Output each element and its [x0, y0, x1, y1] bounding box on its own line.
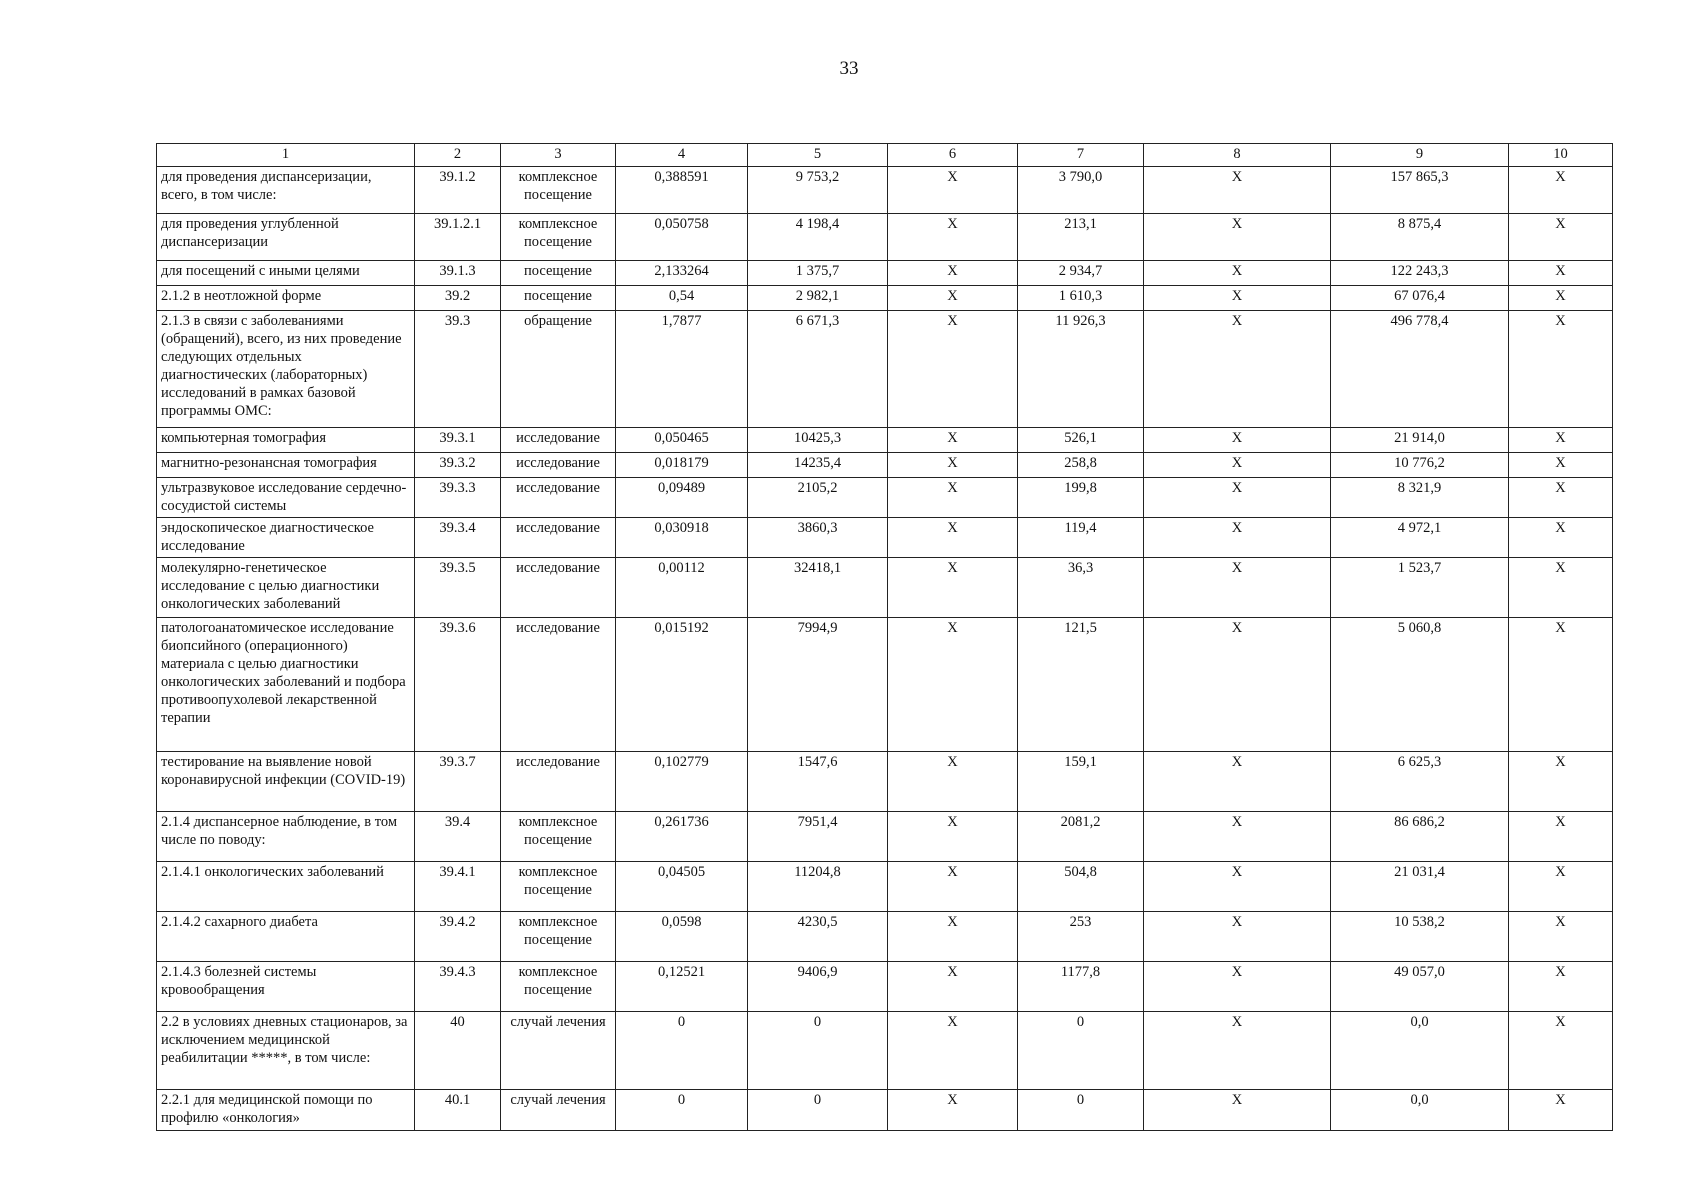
cell-col-7: 3 790,0 [1018, 167, 1144, 214]
cell-col-8: X [1144, 618, 1331, 752]
table-row [157, 214, 1613, 261]
row-code: 39.4.1 [415, 862, 501, 912]
row-label: эндоскопическое диагностическое исследование [157, 518, 415, 558]
cell-col-6: X [888, 286, 1018, 311]
cell-col-4: 1,7877 [616, 311, 748, 428]
unit-cell: комплексное посещение [501, 912, 616, 962]
row-code: 39.1.2.1 [415, 214, 501, 261]
row-label: 2.1.3 в связи с заболеваниями (обращений), всего, из них проведение следующих отдельных диагностических (лабораторных) исследований в рамках базовой программы ОМС: [157, 311, 415, 428]
cell-col-5: 11204,8 [748, 862, 888, 912]
cell-col-7: 0 [1018, 1090, 1144, 1131]
unit-cell: комплексное посещение [501, 962, 616, 1012]
row-code: 39.4 [415, 812, 501, 862]
row-code: 39.4.2 [415, 912, 501, 962]
cell-col-8: X [1144, 453, 1331, 478]
cell-col-7: 159,1 [1018, 752, 1144, 812]
data-table [156, 143, 1613, 1131]
cell-col-7: 2 934,7 [1018, 261, 1144, 286]
cell-col-10: X [1509, 812, 1613, 862]
cell-col-8: X [1144, 167, 1331, 214]
cell-col-8: X [1144, 518, 1331, 558]
cell-col-9: 49 057,0 [1331, 962, 1509, 1012]
cell-col-8: X [1144, 214, 1331, 261]
unit-cell: посещение [501, 261, 616, 286]
row-code: 39.3.3 [415, 478, 501, 518]
cell-col-7: 253 [1018, 912, 1144, 962]
row-code: 39.1.3 [415, 261, 501, 286]
cell-col-9: 0,0 [1331, 1012, 1509, 1090]
cell-col-4: 0,388591 [616, 167, 748, 214]
cell-col-4: 0,261736 [616, 812, 748, 862]
cell-col-5: 4 198,4 [748, 214, 888, 261]
cell-col-5: 3860,3 [748, 518, 888, 558]
column-number-header: 5 [748, 144, 888, 167]
unit-cell: исследование [501, 618, 616, 752]
unit-cell: случай лечения [501, 1012, 616, 1090]
table-row [157, 812, 1613, 862]
cell-col-9: 6 625,3 [1331, 752, 1509, 812]
row-label: 2.2.1 для медицинской помощи по профилю «онкология» [157, 1090, 415, 1131]
column-number-header: 4 [616, 144, 748, 167]
row-code: 39.3.1 [415, 428, 501, 453]
cell-col-5: 0 [748, 1090, 888, 1131]
column-number-header: 6 [888, 144, 1018, 167]
table-row [157, 962, 1613, 1012]
cell-col-7: 1 610,3 [1018, 286, 1144, 311]
cell-col-8: X [1144, 478, 1331, 518]
cell-col-6: X [888, 261, 1018, 286]
cell-col-6: X [888, 1012, 1018, 1090]
table-row [157, 261, 1613, 286]
cell-col-9: 10 538,2 [1331, 912, 1509, 962]
column-number-header: 7 [1018, 144, 1144, 167]
table-row [157, 558, 1613, 618]
row-label: 2.1.4 диспансерное наблюдение, в том числе по поводу: [157, 812, 415, 862]
unit-cell: комплексное посещение [501, 862, 616, 912]
cell-col-9: 4 972,1 [1331, 518, 1509, 558]
cell-col-9: 496 778,4 [1331, 311, 1509, 428]
cell-col-7: 526,1 [1018, 428, 1144, 453]
row-code: 39.3.7 [415, 752, 501, 812]
cell-col-8: X [1144, 286, 1331, 311]
cell-col-10: X [1509, 286, 1613, 311]
cell-col-10: X [1509, 752, 1613, 812]
cell-col-9: 122 243,3 [1331, 261, 1509, 286]
row-label: молекулярно-генетическое исследование с целью диагностики онкологических заболеваний [157, 558, 415, 618]
cell-col-4: 0,04505 [616, 862, 748, 912]
cell-col-5: 32418,1 [748, 558, 888, 618]
cell-col-10: X [1509, 478, 1613, 518]
cell-col-6: X [888, 311, 1018, 428]
cell-col-7: 1177,8 [1018, 962, 1144, 1012]
cell-col-10: X [1509, 558, 1613, 618]
cell-col-9: 157 865,3 [1331, 167, 1509, 214]
cell-col-7: 504,8 [1018, 862, 1144, 912]
cell-col-9: 21 031,4 [1331, 862, 1509, 912]
row-label: для посещений с иными целями [157, 261, 415, 286]
table-row [157, 428, 1613, 453]
cell-col-7: 213,1 [1018, 214, 1144, 261]
cell-col-10: X [1509, 618, 1613, 752]
cell-col-10: X [1509, 214, 1613, 261]
cell-col-9: 10 776,2 [1331, 453, 1509, 478]
table-row [157, 453, 1613, 478]
cell-col-8: X [1144, 752, 1331, 812]
cell-col-5: 7951,4 [748, 812, 888, 862]
cell-col-9: 8 875,4 [1331, 214, 1509, 261]
cell-col-10: X [1509, 912, 1613, 962]
row-label: компьютерная томография [157, 428, 415, 453]
table-row [157, 286, 1613, 311]
cell-col-5: 1547,6 [748, 752, 888, 812]
unit-cell: исследование [501, 478, 616, 518]
cell-col-7: 121,5 [1018, 618, 1144, 752]
row-label: 2.1.4.3 болезней системы кровообращения [157, 962, 415, 1012]
cell-col-6: X [888, 812, 1018, 862]
cell-col-4: 0,09489 [616, 478, 748, 518]
cell-col-5: 9406,9 [748, 962, 888, 1012]
cell-col-4: 0,102779 [616, 752, 748, 812]
cell-col-10: X [1509, 311, 1613, 428]
cell-col-7: 199,8 [1018, 478, 1144, 518]
table-row [157, 752, 1613, 812]
column-number-header: 2 [415, 144, 501, 167]
cell-col-6: X [888, 912, 1018, 962]
column-number-header: 8 [1144, 144, 1331, 167]
cell-col-5: 14235,4 [748, 453, 888, 478]
cell-col-6: X [888, 428, 1018, 453]
cell-col-9: 67 076,4 [1331, 286, 1509, 311]
cell-col-5: 4230,5 [748, 912, 888, 962]
column-number-header: 3 [501, 144, 616, 167]
cell-col-9: 0,0 [1331, 1090, 1509, 1131]
cell-col-4: 0,050465 [616, 428, 748, 453]
cell-col-5: 9 753,2 [748, 167, 888, 214]
table-row [157, 518, 1613, 558]
row-label: патологоанатомическое исследование биопсийного (операционного) материала с целью диагностики онкологических заболеваний и подбора противоопухолевой лекарственной терапии [157, 618, 415, 752]
row-code: 39.3.4 [415, 518, 501, 558]
cell-col-10: X [1509, 962, 1613, 1012]
cell-col-4: 0,030918 [616, 518, 748, 558]
cell-col-6: X [888, 752, 1018, 812]
cell-col-4: 2,133264 [616, 261, 748, 286]
row-label: ультразвуковое исследование сердечно-сосудистой системы [157, 478, 415, 518]
cell-col-4: 0 [616, 1012, 748, 1090]
unit-cell: обращение [501, 311, 616, 428]
unit-cell: комплексное посещение [501, 214, 616, 261]
unit-cell: посещение [501, 286, 616, 311]
cell-col-7: 36,3 [1018, 558, 1144, 618]
cell-col-8: X [1144, 311, 1331, 428]
cell-col-7: 2081,2 [1018, 812, 1144, 862]
cell-col-9: 5 060,8 [1331, 618, 1509, 752]
column-number-row [157, 144, 1613, 167]
unit-cell: исследование [501, 558, 616, 618]
cell-col-8: X [1144, 558, 1331, 618]
cell-col-4: 0,015192 [616, 618, 748, 752]
row-label: 2.1.4.1 онкологических заболеваний [157, 862, 415, 912]
unit-cell: исследование [501, 752, 616, 812]
cell-col-9: 21 914,0 [1331, 428, 1509, 453]
table-row [157, 311, 1613, 428]
unit-cell: исследование [501, 518, 616, 558]
row-label: 2.1.2 в неотложной форме [157, 286, 415, 311]
cell-col-4: 0,00112 [616, 558, 748, 618]
unit-cell: случай лечения [501, 1090, 616, 1131]
cell-col-6: X [888, 453, 1018, 478]
cell-col-7: 258,8 [1018, 453, 1144, 478]
row-label: магнитно-резонансная томография [157, 453, 415, 478]
unit-cell: исследование [501, 453, 616, 478]
cell-col-10: X [1509, 1090, 1613, 1131]
row-code: 39.3 [415, 311, 501, 428]
cell-col-9: 8 321,9 [1331, 478, 1509, 518]
table-row [157, 478, 1613, 518]
cell-col-6: X [888, 558, 1018, 618]
cell-col-10: X [1509, 1012, 1613, 1090]
cell-col-6: X [888, 618, 1018, 752]
cell-col-6: X [888, 1090, 1018, 1131]
cell-col-5: 7994,9 [748, 618, 888, 752]
cell-col-8: X [1144, 261, 1331, 286]
cell-col-10: X [1509, 167, 1613, 214]
cell-col-5: 10425,3 [748, 428, 888, 453]
cell-col-7: 119,4 [1018, 518, 1144, 558]
cell-col-4: 0 [616, 1090, 748, 1131]
row-label: 2.2 в условиях дневных стационаров, за исключением медицинской реабилитации *****, в том числе: [157, 1012, 415, 1090]
cell-col-4: 0,050758 [616, 214, 748, 261]
unit-cell: комплексное посещение [501, 167, 616, 214]
row-label: для проведения диспансеризации, всего, в том числе: [157, 167, 415, 214]
cell-col-4: 0,12521 [616, 962, 748, 1012]
row-label: тестирование на выявление новой коронавирусной инфекции (COVID-19) [157, 752, 415, 812]
cell-col-6: X [888, 214, 1018, 261]
cell-col-6: X [888, 862, 1018, 912]
column-number-header: 1 [157, 144, 415, 167]
cell-col-5: 2 982,1 [748, 286, 888, 311]
cell-col-8: X [1144, 428, 1331, 453]
cell-col-10: X [1509, 453, 1613, 478]
cell-col-9: 86 686,2 [1331, 812, 1509, 862]
cell-col-7: 11 926,3 [1018, 311, 1144, 428]
row-code: 39.3.2 [415, 453, 501, 478]
cell-col-6: X [888, 962, 1018, 1012]
row-label: 2.1.4.2 сахарного диабета [157, 912, 415, 962]
cell-col-10: X [1509, 518, 1613, 558]
unit-cell: исследование [501, 428, 616, 453]
row-code: 39.1.2 [415, 167, 501, 214]
cell-col-8: X [1144, 862, 1331, 912]
cell-col-4: 0,54 [616, 286, 748, 311]
cell-col-5: 1 375,7 [748, 261, 888, 286]
cell-col-8: X [1144, 1090, 1331, 1131]
cell-col-6: X [888, 518, 1018, 558]
column-number-header: 10 [1509, 144, 1613, 167]
cell-col-10: X [1509, 862, 1613, 912]
cell-col-8: X [1144, 812, 1331, 862]
row-code: 40.1 [415, 1090, 501, 1131]
cell-col-8: X [1144, 1012, 1331, 1090]
cell-col-10: X [1509, 428, 1613, 453]
cell-col-10: X [1509, 261, 1613, 286]
table-row [157, 1090, 1613, 1131]
row-code: 39.3.5 [415, 558, 501, 618]
cell-col-6: X [888, 167, 1018, 214]
cell-col-4: 0,0598 [616, 912, 748, 962]
table-row [157, 862, 1613, 912]
table-row [157, 1012, 1613, 1090]
cell-col-6: X [888, 478, 1018, 518]
cell-col-5: 6 671,3 [748, 311, 888, 428]
cell-col-9: 1 523,7 [1331, 558, 1509, 618]
row-code: 39.3.6 [415, 618, 501, 752]
table-row [157, 912, 1613, 962]
table-row [157, 167, 1613, 214]
row-code: 39.4.3 [415, 962, 501, 1012]
unit-cell: комплексное посещение [501, 812, 616, 862]
column-number-header: 9 [1331, 144, 1509, 167]
cell-col-8: X [1144, 912, 1331, 962]
cell-col-7: 0 [1018, 1012, 1144, 1090]
cell-col-4: 0,018179 [616, 453, 748, 478]
cell-col-5: 0 [748, 1012, 888, 1090]
cell-col-8: X [1144, 962, 1331, 1012]
page-number: 33 [839, 58, 859, 79]
row-label: для проведения углубленной диспансеризации [157, 214, 415, 261]
cell-col-5: 2105,2 [748, 478, 888, 518]
row-code: 39.2 [415, 286, 501, 311]
table-row [157, 618, 1613, 752]
row-code: 40 [415, 1012, 501, 1090]
